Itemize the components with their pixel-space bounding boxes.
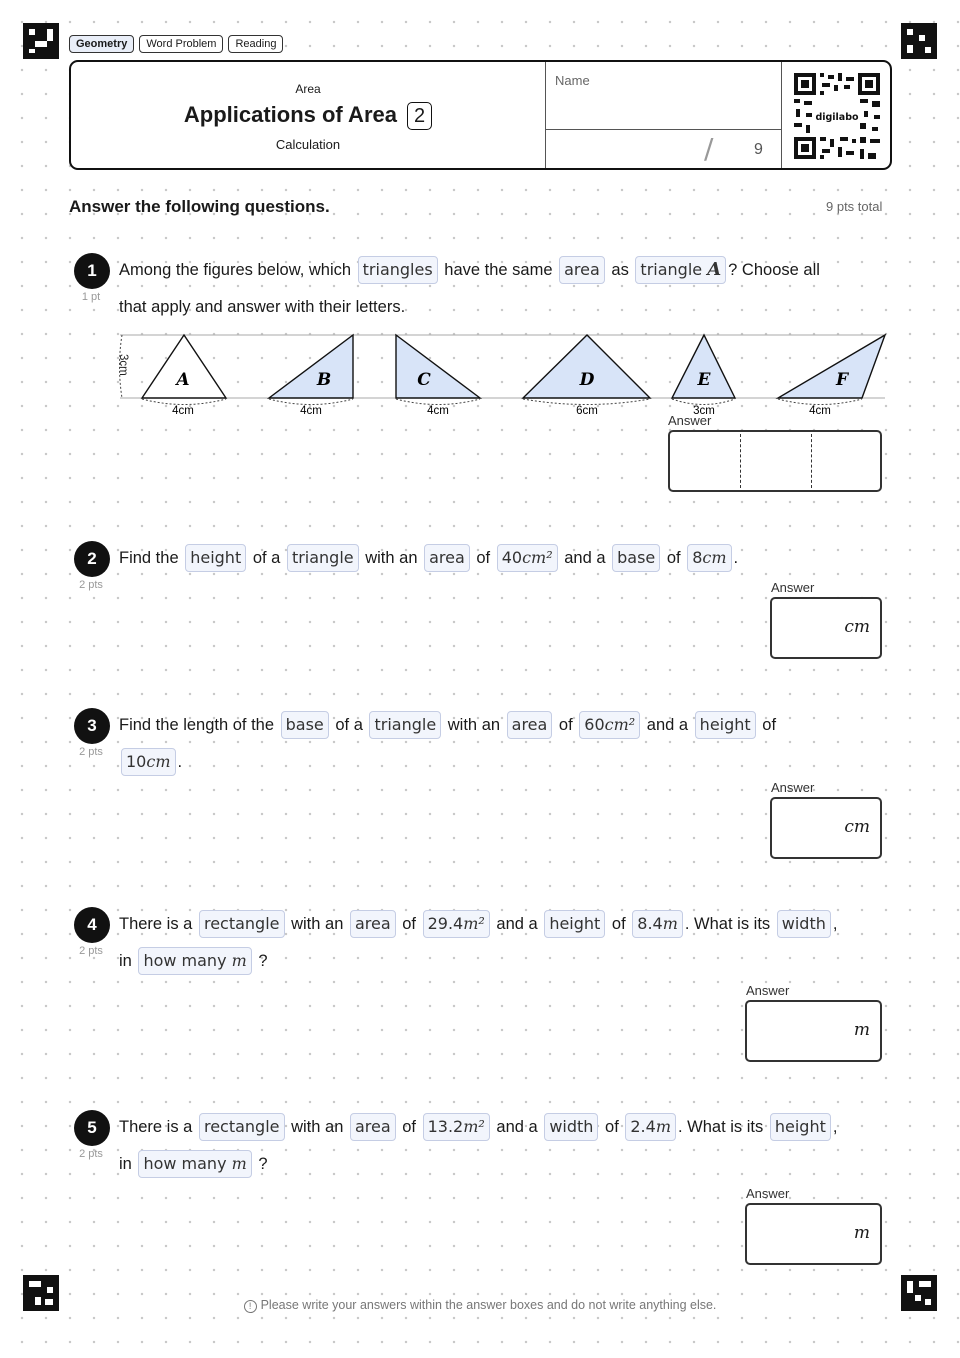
answer-box-1[interactable] [668,430,882,492]
corner-marker-top-right [901,23,937,59]
base-label-b: 4cm [300,405,322,417]
value-area: 60cm² [579,711,640,739]
answer-label-2: Answer [771,580,815,595]
score-slash: / [704,132,714,165]
name-label: Name [555,73,590,88]
keyword-height: height [544,910,605,938]
answer-unit: m [853,1020,870,1040]
question-number-5: 5 [74,1110,110,1146]
height-label: 3cm [117,354,129,376]
question-number-1: 1 [74,253,110,289]
tag-list [69,35,283,53]
keyword-area: area [350,910,396,938]
info-icon: ! [244,1300,257,1313]
question-number-2: 2 [74,541,110,577]
keyword-width: width [777,910,831,938]
value-height: 8.4m [632,910,683,938]
keyword-area: area [424,544,470,572]
keyword-area: area [507,711,553,739]
keyword-how-many: how many m [138,947,251,975]
base-dimension-f [778,399,862,405]
answer-label-1: Answer [668,413,712,428]
triangle-c [396,335,480,398]
value-area: 29.4m² [423,910,490,938]
name-divider [546,129,782,130]
answer-box-3[interactable] [770,797,882,859]
triangle-letter-f: F [835,370,849,390]
answer-divider [811,434,812,488]
name-field[interactable] [545,62,782,168]
points-total: 9 pts total [826,199,883,214]
answer-unit: m [853,1223,870,1243]
answer-label-3: Answer [771,780,815,795]
answer-unit: cm [844,817,870,837]
triangle-letter-d: D [579,370,595,390]
qr-code-label: digilabo [815,112,859,123]
base-label-c: 4cm [427,405,449,417]
triangle-letter-e: E [697,370,711,390]
question-points-1: 1 pt [81,291,101,303]
answer-box-4[interactable] [745,1000,882,1062]
keyword-area: area [350,1113,396,1141]
tag-reading: Reading [228,35,283,53]
value-width: 2.4m [625,1113,676,1141]
footer-note: ! Please write your answers within the answer boxes and do not write anything else. [0,1298,960,1313]
base-label-e: 3cm [693,405,715,417]
question-text-3: Find the length of the base of a triangle with an area of 60cm² and a height of 10cm . [119,707,889,781]
tag-geometry: Geometry [69,35,134,53]
value-area: 13.2m² [423,1113,490,1141]
question-points-3: 2 pts [79,746,103,758]
question-number-4: 4 [74,907,110,943]
value-height: 10cm [121,748,176,776]
base-dimension-d [523,399,650,405]
base-label-d: 6cm [576,405,598,417]
keyword-triangle: triangle [369,711,441,739]
triangle-b [269,335,353,398]
worksheet-number: 2 [407,102,432,130]
keyword-area: area [559,256,605,284]
answer-label-4: Answer [746,983,790,998]
question-points-5: 2 pts [79,1148,103,1160]
triangle-f [778,335,885,398]
question-number-3: 3 [74,708,110,744]
title-text: Applications of Area [183,102,397,127]
keyword-base: base [281,711,329,739]
keyword-height: height [770,1113,831,1141]
page-title [71,102,545,130]
question-points-4: 2 pts [79,945,103,957]
keyword-height: height [695,711,756,739]
question-text-2: Find the height of a triangle with an area of 40cm² and a base of 8cm . [119,540,889,577]
keyword-triangle-a: triangle A [635,256,726,284]
answer-box-2[interactable] [770,597,882,659]
keyword-how-many: how many m [138,1150,251,1178]
question-text-1: Among the figures below, which triangles have the same area as triangle A ? Choose all that apply and answer with their letters. [119,252,889,326]
question-text-4: There is a rectangle with an area of 29.4m² and a height of 8.4m . What is its width , in how many m ? [119,906,889,980]
category-label: Calculation [275,137,341,152]
score-total: 9 [754,141,763,158]
answer-label-5: Answer [746,1186,790,1201]
base-dimension-c [396,399,480,405]
value-area: 40cm² [497,544,558,572]
answer-divider [740,434,741,488]
title-block [71,62,545,168]
keyword-rectangle: rectangle [199,1113,285,1141]
question-points-2: 2 pts [79,579,103,591]
keyword-width: width [544,1113,598,1141]
corner-marker-top-left [23,23,59,59]
answer-box-5[interactable] [745,1203,882,1265]
tag-word-problem: Word Problem [139,35,223,53]
base-dimension-e [672,399,735,405]
base-dimension-a [142,399,226,405]
keyword-rectangle: rectangle [199,910,285,938]
instructions: Answer the following questions. [69,197,330,216]
base-label-a: 4cm [172,405,194,417]
base-dimension-b [269,399,353,405]
question-text-5: There is a rectangle with an area of 13.2m² and a width of 2.4m . What is its height , in how many m ? [119,1109,889,1183]
triangle-letter-b: B [316,370,332,390]
keyword-base: base [612,544,660,572]
worksheet-header [69,60,892,170]
keyword-triangles: triangles [358,256,438,284]
base-label-f: 4cm [809,405,831,417]
qr-code-icon [794,73,880,159]
qr-code-cell [781,62,891,168]
triangle-letter-a: A [176,370,190,390]
answer-unit: cm [844,617,870,637]
triangle-letter-c: C [417,370,431,390]
keyword-height: height [185,544,246,572]
triangle-figures [110,328,900,428]
subject-label: Area [295,82,321,96]
value-base: 8cm [687,544,731,572]
keyword-triangle: triangle [287,544,359,572]
